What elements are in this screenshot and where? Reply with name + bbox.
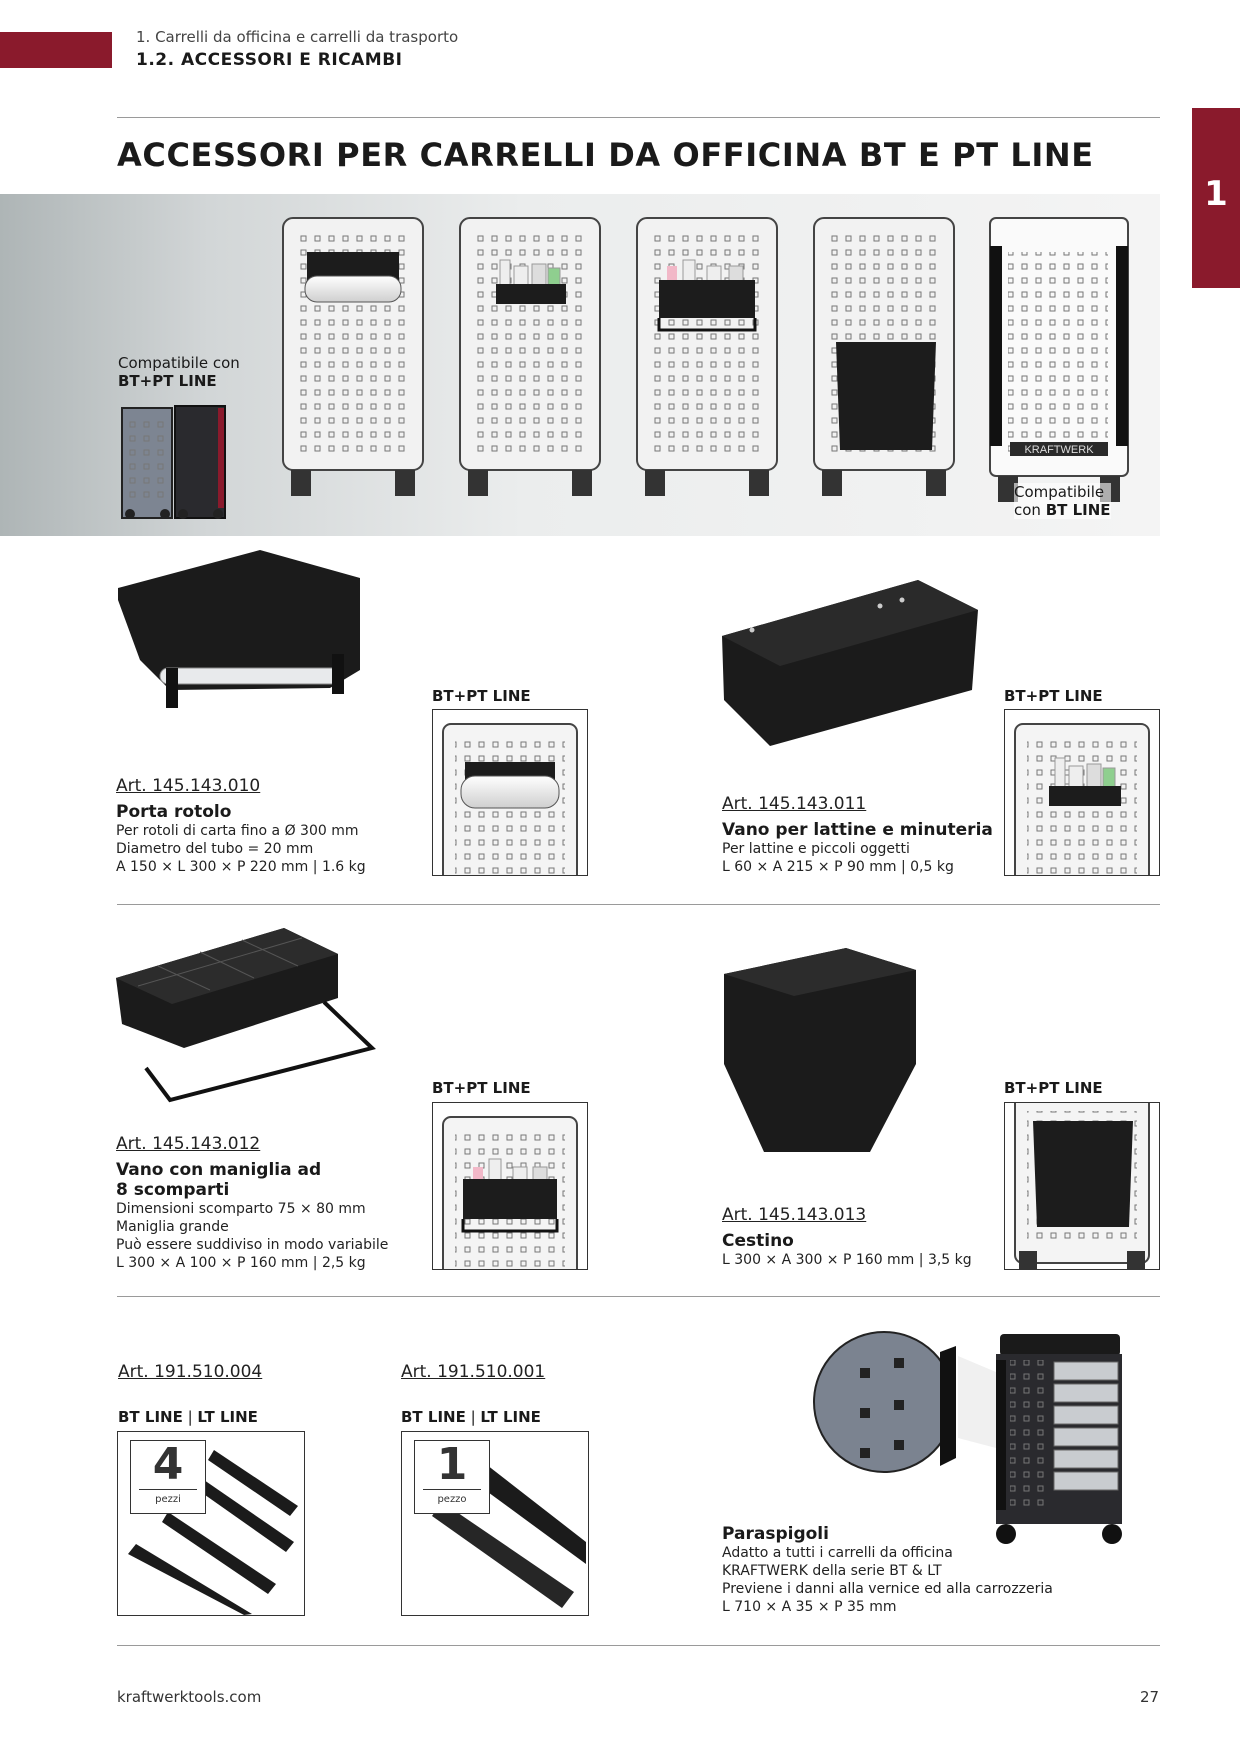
product-block <box>722 1524 1102 1616</box>
header-accent-bar <box>0 32 112 68</box>
desc-line: Può essere suddiviso in modo variabile <box>116 1237 389 1253</box>
desc-line: L 60 × A 215 × P 90 mm | 0,5 kg <box>722 859 954 875</box>
waste-bin-image <box>720 946 920 1156</box>
quantity-number: 4 <box>152 1439 184 1490</box>
product-name: Vano con maniglia ad 8 scomparti <box>116 1160 322 1200</box>
chapter-tab[interactable]: 1 <box>1192 108 1240 288</box>
desc-line: Adatto a tutti i carrelli da officina <box>722 1545 953 1561</box>
product-thumbnail <box>432 1102 588 1270</box>
product-block <box>722 1205 1022 1269</box>
article-number[interactable]: Art. 191.510.001 <box>401 1362 546 1382</box>
product-name: Porta rotolo <box>116 802 232 822</box>
page-title: ACCESSORI PER CARRELLI DA OFFICINA BT E PT LINE <box>117 136 1094 174</box>
compat-right-line2a: con <box>1014 501 1046 519</box>
compatible-carts-image <box>122 406 225 519</box>
article-number[interactable]: Art. 191.510.004 <box>118 1362 263 1382</box>
cart-with-edge-guards <box>990 218 1128 502</box>
brand-logo-text: KRAFTWERK <box>1024 444 1094 456</box>
product-thumbnail <box>432 709 588 876</box>
product-thumbnail <box>1004 1102 1160 1270</box>
product-block <box>116 776 416 876</box>
compat-badge: BT+PT LINE <box>1004 1079 1103 1097</box>
badge-part: BT LINE <box>401 1408 466 1426</box>
breadcrumb-level-1[interactable]: 1. Carrelli da officina e carrelli da trasporto <box>136 28 459 46</box>
badge-part: BT LINE <box>118 1408 183 1426</box>
article-number[interactable]: Art. 145.143.011 <box>722 794 867 814</box>
product-name: Vano per lattine e minuteria <box>722 820 993 840</box>
desc-line: Maniglia grande <box>116 1219 229 1235</box>
article-number[interactable]: Art. 145.143.012 <box>116 1134 261 1154</box>
product-block <box>722 794 1012 876</box>
compat-badge <box>118 1408 258 1426</box>
quantity-unit: pezzi <box>139 1489 197 1505</box>
badge-part: LT LINE <box>480 1408 541 1426</box>
divider <box>117 1645 1160 1646</box>
cart-with-can-holder <box>460 218 600 496</box>
edge-guard-1-image <box>401 1431 589 1616</box>
roll-holder-image <box>110 550 370 750</box>
desc-line: L 300 × A 100 × P 160 mm | 2,5 kg <box>116 1255 366 1271</box>
desc-line: Previene i danni alla vernice ed alla carrozzeria <box>722 1581 1053 1597</box>
badge-separator: | <box>182 1408 198 1426</box>
quantity-unit: pezzo <box>423 1489 481 1505</box>
footer-url[interactable]: kraftwerktools.com <box>117 1688 262 1706</box>
compat-label-left <box>118 354 240 390</box>
divider <box>117 117 1160 118</box>
divider <box>117 904 1160 905</box>
compat-badge: BT+PT LINE <box>432 1079 531 1097</box>
desc-line: Per rotoli di carta fino a Ø 300 mm <box>116 823 359 839</box>
divider <box>117 1296 1160 1297</box>
compat-left-line2: BT+PT LINE <box>118 372 217 390</box>
compat-right-line2b: BT LINE <box>1045 501 1111 519</box>
cart-with-8-compartment-tray <box>637 218 777 496</box>
cart-with-waste-bin <box>814 218 954 496</box>
compat-left-line1: Compatibile con <box>118 354 240 372</box>
product-block <box>116 1134 416 1272</box>
breadcrumb-level-2[interactable]: 1.2. ACCESSORI E RICAMBI <box>136 50 403 70</box>
can-holder-image <box>720 580 980 750</box>
compartment-tray-image <box>114 928 384 1118</box>
badge-separator: | <box>465 1408 481 1426</box>
compat-right-line1: Compatibile <box>1014 483 1105 501</box>
desc-line: Diametro del tubo = 20 mm <box>116 841 314 857</box>
cart-with-roll-holder <box>283 218 423 496</box>
desc-line: KRAFTWERK della serie BT & LT <box>722 1563 942 1579</box>
product-name: Cestino <box>722 1231 794 1251</box>
article-number[interactable]: Art. 145.143.010 <box>116 776 261 796</box>
edge-guard-cart-image <box>810 1328 1130 1548</box>
compat-badge: BT+PT LINE <box>1004 687 1103 705</box>
badge-part: LT LINE <box>197 1408 258 1426</box>
page-number: 27 <box>1140 1688 1160 1706</box>
compat-badge <box>401 1408 541 1426</box>
compat-label-right <box>1014 483 1111 519</box>
desc-line: L 710 × A 35 × P 35 mm <box>722 1599 897 1615</box>
desc-line: Per lattine e piccoli oggetti <box>722 841 910 857</box>
desc-line: Dimensioni scomparto 75 × 80 mm <box>116 1201 366 1217</box>
quantity-box <box>414 1440 490 1514</box>
article-number[interactable]: Art. 145.143.013 <box>722 1205 867 1225</box>
desc-line: L 300 × A 300 × P 160 mm | 3,5 kg <box>722 1252 972 1268</box>
edge-guard-4-image <box>117 1431 305 1616</box>
product-thumbnail <box>1004 709 1160 876</box>
compat-badge: BT+PT LINE <box>432 687 531 705</box>
quantity-number: 1 <box>436 1439 468 1490</box>
product-name: Paraspigoli <box>722 1524 829 1544</box>
desc-line: A 150 × L 300 × P 220 mm | 1.6 kg <box>116 859 366 875</box>
quantity-box <box>130 1440 206 1514</box>
